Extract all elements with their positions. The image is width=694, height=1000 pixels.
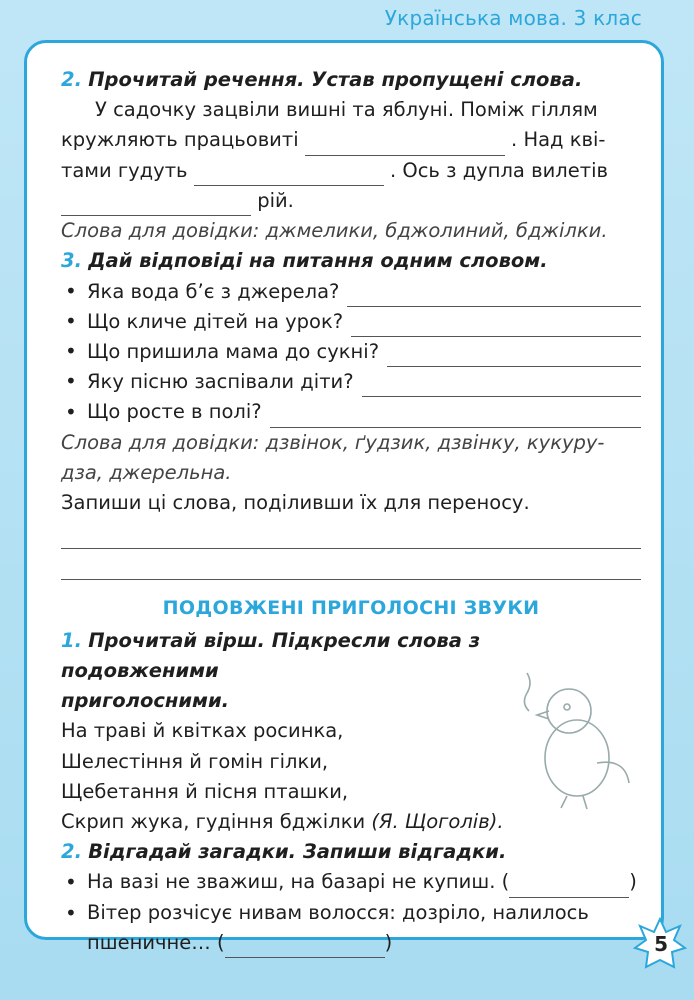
question-item [61,337,641,367]
question-item [61,367,641,397]
text-span: кружляють працьовиті [61,128,299,152]
question-item [61,307,641,337]
text-span: . Ось з дупла вилетів [389,158,608,182]
text-span: Скрип жука, гудіння бджілки [61,810,366,834]
answer-blank[interactable] [61,192,251,216]
answer-blank[interactable] [305,131,505,155]
hint-text: Слова для довідки: дзвінок, ґудзик, дзвінку, кукуру- [61,430,605,454]
answer-line[interactable] [351,313,641,337]
task-title-cont: приголосними. [61,689,230,713]
answer-blank[interactable] [194,161,384,185]
task-1-heading [61,626,641,686]
task-title: Відгадай загадки. Запиши відгадки. [88,840,507,864]
task-title: Прочитай вірш. Підкресли слова з подовженими [61,628,481,682]
worksheet-card [24,40,664,954]
answer-blank[interactable] [509,873,629,897]
riddle-cont [61,928,641,958]
task-title: Дай відповіді на питання одним словом. [88,249,548,273]
task-2b-heading [61,837,641,867]
task-number: 1. [61,628,82,652]
riddle-item [61,867,641,897]
poem-line: На траві й квітках росинка, [61,719,344,743]
task-2-heading [61,65,641,95]
task-3-heading [61,246,641,276]
poem-line: Щебетання й пісня пташки, [61,779,349,803]
poem [61,716,641,837]
question-text: • Що кличе дітей на урок? [87,309,344,333]
task-2-line-1: У садочку зацвіли вишні та яблуні. Поміж гіллям [95,98,598,122]
question-text: • Яка вода б’є з джерела? [87,279,340,303]
text-span: ) [629,870,637,894]
task-title: Прочитай речення. Устав пропущені слова. [88,68,583,91]
text-span: тами гудуть [61,158,188,182]
book-header: Українська мова. 3 клас [384,6,642,30]
question-item [61,397,641,427]
page-number: 5 [654,932,668,956]
question-text: • Яку пісню заспівали діти? [87,370,354,394]
question-item [61,277,641,307]
task-2-line-2 [61,125,641,155]
riddle-item [61,898,641,928]
text-span: рій. [257,188,294,212]
task-2-line-3 [61,156,641,186]
answer-line[interactable] [362,373,641,397]
answer-blank[interactable] [225,934,385,958]
task-number: 2. [61,840,82,864]
task-2-line-4 [61,186,641,216]
answer-line[interactable] [387,343,641,367]
text-span: ) [384,930,393,954]
answer-line[interactable] [270,403,641,427]
question-text: • Що пришила мама до сукні? [87,339,380,363]
text-span: . Над кві- [511,128,606,152]
riddle-text: пшеничне… ( [87,930,225,954]
poem-line [61,807,641,837]
poem-line: Шелестіння й гомін гілки, [61,749,329,773]
answer-line[interactable] [61,549,641,580]
task-number: 3. [61,249,82,273]
riddle-text: Вітер розчісує нивам волосся: дозріло, налилось [87,900,589,924]
hint-text: дза, джерельна. [61,460,232,484]
riddle-text: На вазі не зважиш, на базарі не купиш. ( [87,870,510,894]
worksheet-content [61,65,641,958]
poem-author: (Я. Щоголів). [371,810,504,834]
answer-line[interactable] [61,518,641,549]
section-title: ПОДОВЖЕНІ ПРИГОЛОСНІ ЗВУКИ [162,597,540,620]
question-text: • Що росте в полі? [87,400,262,424]
hint-text: Слова для довідки: джмелики, бджолиний, бджілки. [61,219,608,243]
answer-line[interactable] [347,282,641,306]
instruction-text: Запиши ці слова, поділивши їх для переносу. [61,491,530,515]
task-number: 2. [61,68,82,91]
